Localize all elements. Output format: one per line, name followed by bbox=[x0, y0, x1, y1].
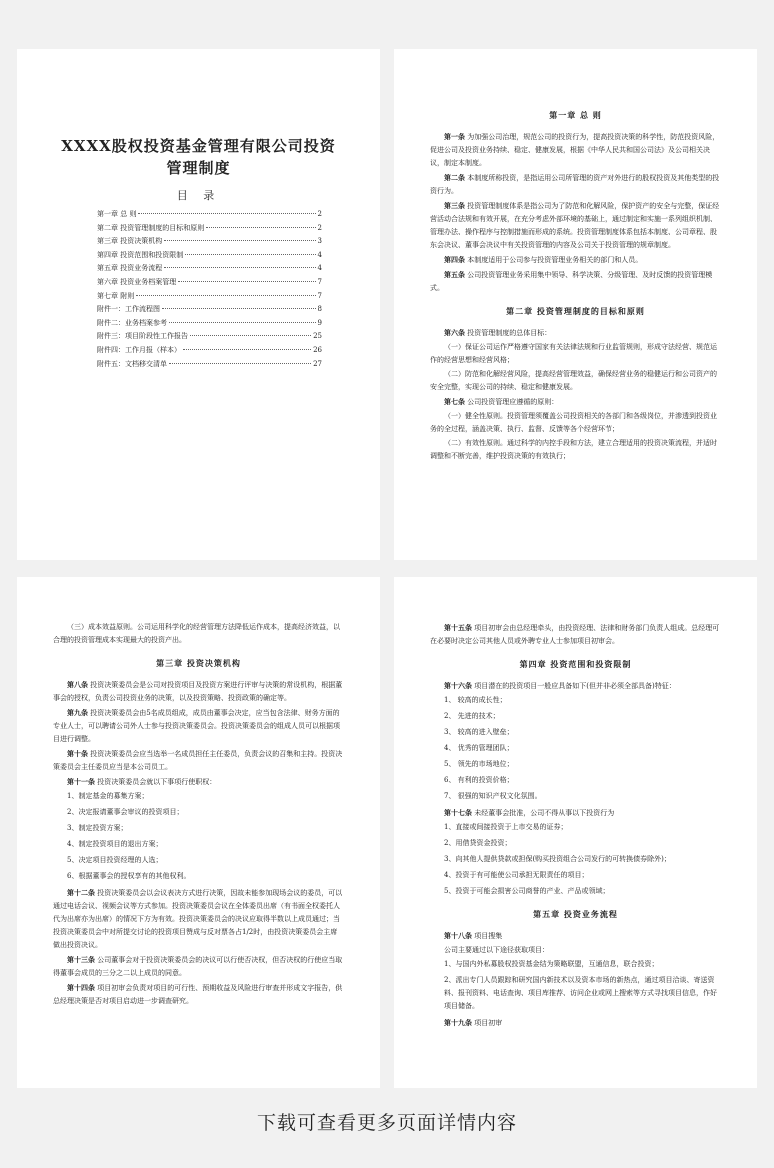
toc-entry-page: 8 bbox=[317, 305, 322, 314]
chapter-heading: 第二章 投资管理制度的目标和原则 bbox=[506, 306, 645, 316]
list-item: 3、向其他人提供贷款或担保(购买投资组合公司发行的可转换债券除外)； bbox=[444, 855, 671, 863]
article-2: 第二条 本制度所称投资，是指运用公司所管理的资产对外进行的股权投资及其他类型的投资行为。 bbox=[430, 173, 720, 195]
article-19: 第十九条 项目初审 bbox=[444, 1018, 503, 1027]
article-13: 第十三条 公司董事会对于投资决策委员会的决议可以行使否决权，但否决权的行使应当取得董事会成员的三分之二以上成员的同意。 bbox=[53, 955, 343, 977]
list-item: 2、用借贷资金投资； bbox=[444, 839, 512, 847]
document-page-4 bbox=[394, 577, 757, 1088]
list-item: 5、决定项目投资经理的人选； bbox=[67, 856, 163, 864]
list-item: 1、 较高的成长性； bbox=[444, 696, 507, 704]
article-17-list bbox=[430, 821, 721, 898]
list-item: 2、 先进的技术； bbox=[444, 712, 500, 720]
list-item: 4、 优秀的管理团队； bbox=[444, 744, 514, 752]
list-item: 2、决定报请董事会审议的投资项目； bbox=[67, 808, 184, 816]
list-item: 3、 较高的进入壁垒； bbox=[444, 728, 514, 736]
article-17: 第十七条 未经董事会批准，公司不得从事以下投资行为 bbox=[444, 808, 615, 817]
article-16: 第十六条 项目潜在的投资项目一般应具备如下(但并非必须全部具备)特征： bbox=[444, 681, 676, 690]
toc-entry-page: 25 bbox=[313, 332, 322, 341]
toc-entry[interactable] bbox=[97, 358, 322, 372]
article-18: 第十八条 项目搜集 bbox=[444, 931, 503, 940]
list-item: 1、直接或间接投资于上市交易的证券； bbox=[444, 823, 568, 831]
cover-title-block bbox=[57, 135, 340, 203]
article-3: 第三条 投资管理制度体系是指公司为了防范和化解风险，保护资产的安全与完整，保证经营活动合法规和有效开展，在充分考虑外部环境的基础上，通过制定和实施一系列组织机制、管理办法、操作程序与控制措施而形成的系统。投资管理制度体系包括本制度、公司章程、股东会决议、董事会决议中有关投资管理的内容及公司关于投资管理的规章制度。 bbox=[430, 201, 720, 249]
toc-heading: 目 录 bbox=[176, 189, 221, 202]
toc-entry[interactable] bbox=[97, 262, 322, 276]
paragraph: （二）防范和化解经营风险，提高经营管理效益，确保经营业务的稳健运行和公司资产的安全完整，实现公司的持续、稳定和健康发展。 bbox=[430, 370, 717, 391]
chapter-heading: 第四章 投资范围和投资限制 bbox=[519, 659, 632, 669]
list-item: 1、制定基金的募集方案； bbox=[67, 792, 149, 800]
paragraph: （一）保证公司运作严格遵守国家有关法律法规和行业监管规则，形成守法经营、规范运作的经营思想和经营风格； bbox=[430, 343, 717, 364]
article-18-list bbox=[430, 958, 721, 1013]
toc-entry-label: 第六章 投资业务档案管理 bbox=[97, 277, 177, 286]
document-page-2 bbox=[394, 49, 757, 560]
toc-entry[interactable] bbox=[97, 303, 322, 317]
table-of-contents bbox=[97, 208, 322, 371]
list-item: 6、 有利的投资价格； bbox=[444, 776, 514, 784]
list-item: 4、投资于有可能使公司承担无限责任的项目； bbox=[444, 871, 589, 879]
list-item: 6、根据董事会的授权享有的其他权利。 bbox=[67, 872, 191, 880]
toc-entry-label: 第二章 投资管理制度的目标和原则 bbox=[97, 223, 205, 232]
toc-entry-label: 第三章 投资决策机构 bbox=[97, 237, 163, 246]
article-7: 第七条 公司投资管理应遵循的原则： bbox=[444, 397, 559, 406]
document-page-1 bbox=[17, 49, 380, 560]
article-11: 第十一条 投资决策委员会就以下事项行使职权： bbox=[67, 777, 217, 786]
toc-entry-page: 2 bbox=[317, 210, 322, 218]
toc-entry-label: 第五章 投资业务流程 bbox=[97, 264, 163, 273]
list-item: 4、制定投资项目的退出方案； bbox=[67, 840, 163, 848]
article-15: 第十五条 项目初审会由总经理牵头，由投资经理、法律和财务部门负责人组成。总经理可在必要时决定公司其他人员或外聘专业人士参加项目初审会。 bbox=[430, 623, 720, 645]
toc-entry-page: 2 bbox=[317, 223, 322, 232]
chapter-heading: 第一章 总 则 bbox=[549, 110, 602, 120]
toc-entry[interactable] bbox=[97, 208, 322, 222]
paragraph: （二）有效性原则。通过科学的内控手段和方法，建立合理适用的投资决策流程，并适时调整和不断完善，维护投资决策的有效执行； bbox=[430, 439, 717, 460]
list-item: 5、 领先的市场地位； bbox=[444, 760, 514, 768]
paragraph: （一）健全性原则。投资管理须覆盖公司投资相关的各部门和各级岗位，并渗透到投资业务的全过程，涵盖决策、执行、监督、反馈等各个经营环节； bbox=[430, 412, 717, 433]
toc-entry-page: 9 bbox=[317, 318, 322, 327]
toc-entry-label: 附件五：文档移交清单 bbox=[97, 359, 167, 368]
toc-entry[interactable] bbox=[97, 249, 322, 263]
toc-leader-dots bbox=[169, 363, 311, 364]
article-9: 第九条 投资决策委员会由5名成员组成，成员由董事会决定，应当包含法律、财务方面的专业人士，可以聘请公司外人士参与投资决策委员会。投资决策委员会的组成人员可以根据项目进行调整。 bbox=[53, 708, 340, 743]
toc-entry[interactable] bbox=[97, 330, 322, 344]
list-item: 1、与国内外私募股权投资基金结为策略联盟，互通信息，联合投资； bbox=[444, 960, 659, 968]
article-5: 第五条 公司投资管理业务采用集中领导、科学决策、分级管理、及时反馈的投资管理模式。 bbox=[430, 270, 713, 292]
toc-leader-dots bbox=[138, 213, 315, 214]
toc-entry-label: 附件二：业务档案参考 bbox=[97, 318, 167, 327]
document-page-3 bbox=[17, 577, 380, 1088]
toc-leader-dots bbox=[136, 295, 315, 296]
toc-leader-dots bbox=[206, 227, 315, 228]
toc-entry-page: 4 bbox=[317, 250, 322, 259]
list-item: 7、 很强的知识产权文化氛围。 bbox=[444, 792, 542, 800]
toc-entry-label: 附件四：工作月报（样本） bbox=[97, 345, 181, 354]
article-14: 第十四条 项目初审会负责对项目的可行性、预期收益及风险进行审查并形成文字报告，供总经理决策是否对项目启动进一步调查研究。 bbox=[53, 983, 343, 1005]
chapter-heading: 第三章 投资决策机构 bbox=[156, 658, 241, 668]
article-12: 第十二条 投资决策委员会以会议表决方式进行决策，因故未能参加现场会议的委员，可以通过电话会议、视频会议等方式参加。投资决策委员会议在全体委员出席（有书面全权委托人代为出席亦为出席）的情况下方为有效。投资决策委员会的决议应取得半数以上成员通过；当投资决策委员会中对所提交讨论的投资项目赞成与反对票各占1/2时，由投资决策委员会主席做出投资决议。 bbox=[53, 888, 343, 949]
toc-leader-dots bbox=[183, 349, 311, 350]
article-11-list bbox=[53, 790, 344, 883]
toc-entry-page: 3 bbox=[317, 237, 322, 246]
toc-leader-dots bbox=[164, 267, 315, 268]
toc-entry-page: 26 bbox=[313, 345, 322, 354]
toc-entry-label: 第七章 附则 bbox=[97, 291, 135, 300]
toc-leader-dots bbox=[169, 322, 316, 323]
toc-entry[interactable] bbox=[97, 276, 322, 290]
article-8: 第八条 投资决策委员会是公司对投资项目及投资方案进行评审与决策的常设机构，根据董事会的授权，负责公司投资业务的决策，以及投资策略、投资政策的确定等。 bbox=[53, 680, 343, 702]
article-6: 第六条 投资管理制度的总体目标： bbox=[444, 328, 552, 337]
article-4: 第四条 本制度适用于公司参与投资管理业务相关的部门和人员。 bbox=[444, 255, 643, 264]
chapter-heading: 第五章 投资业务流程 bbox=[533, 909, 618, 919]
toc-entry[interactable] bbox=[97, 317, 322, 331]
toc-entry-page: 27 bbox=[313, 359, 322, 368]
toc-entry-label: 附件三：项目阶段性工作报告 bbox=[97, 332, 188, 341]
list-item: 2、派出专门人员跟踪和研究国内新技术以及资本市场的新热点，通过项目洽谈、寄送资料、报刊资料、电话查询、项目库推荐、访问企业或网上搜索等方式寻找项目信息，作好项目储备。 bbox=[444, 976, 717, 1010]
toc-entry-page: 4 bbox=[317, 264, 322, 273]
toc-leader-dots bbox=[185, 254, 315, 255]
toc-entry-label: 第四章 投资范围和投资限制 bbox=[97, 250, 184, 259]
article-1: 第一条 为加强公司治理，规范公司的投资行为，提高投资决策的科学性，防范投资风险，促进公司及投资业务持续、稳定、健康发展，根据《中华人民共和国公司法》及公司相关决议，制定本制度。 bbox=[430, 132, 720, 167]
article-10: 第十条 投资决策委员会应当选举一名成员担任主任委员，负责会议的召集和主持。投资决策委员会主任委员应当是本公司员工。 bbox=[53, 749, 343, 771]
list-item: 5、投资于可能会损害公司商誉的产业、产品或领域； bbox=[444, 887, 610, 895]
toc-entry[interactable] bbox=[97, 344, 322, 358]
document-title: XXXX股权投资基金管理有限公司投资管理制度 bbox=[61, 137, 336, 177]
article-16-list bbox=[430, 694, 721, 803]
toc-leader-dots bbox=[164, 240, 315, 241]
toc-entry-label: 第一章 总 则 bbox=[97, 210, 137, 218]
toc-entry-label: 附件一：工作流程图 bbox=[97, 305, 160, 314]
list-item: 3、制定投资方案； bbox=[67, 824, 128, 832]
download-prompt[interactable]: 下载可查看更多页面详情内容 bbox=[256, 1112, 517, 1134]
toc-entry[interactable] bbox=[97, 290, 322, 304]
toc-entry-page: 7 bbox=[317, 291, 322, 300]
toc-entry[interactable] bbox=[97, 222, 322, 236]
toc-leader-dots bbox=[162, 308, 316, 309]
toc-leader-dots bbox=[190, 335, 311, 336]
toc-leader-dots bbox=[178, 281, 315, 282]
paragraph: 公司主要通过以下途径获取项目： bbox=[444, 946, 549, 954]
paragraph: （三）成本效益原则。公司运用科学化的经营管理方法降低运作成本，提高经济效益，以合理的投资管理成本实现最大的投资产出。 bbox=[53, 623, 340, 644]
toc-entry[interactable] bbox=[97, 235, 322, 249]
page-3-body bbox=[53, 621, 344, 1009]
page-4-body bbox=[430, 621, 721, 1031]
toc-entry-page: 7 bbox=[317, 277, 322, 286]
page-2-body bbox=[430, 109, 721, 464]
